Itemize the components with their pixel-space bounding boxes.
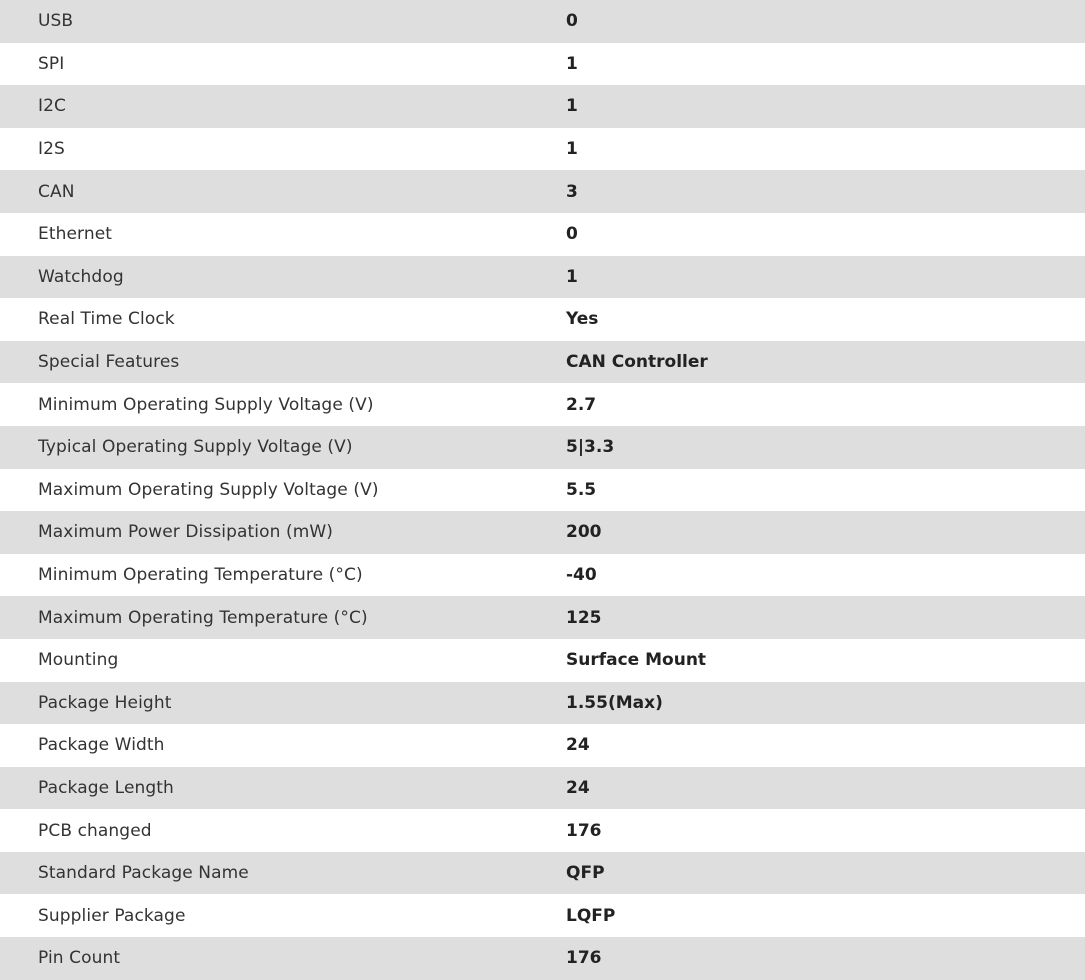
spec-row-standard-package-name [0,852,1085,895]
spec-value: -40 [566,565,597,586]
spec-value: 5|3.3 [566,437,615,458]
spec-value: Surface Mount [566,650,707,671]
spec-value: 1 [566,96,578,117]
spec-label: Typical Operating Supply Voltage (V) [38,437,353,458]
spec-value: 200 [566,522,602,543]
spec-row-usb [0,0,1085,43]
spec-row-max-supply-voltage [0,469,1085,512]
spec-row-real-time-clock [0,298,1085,341]
spec-label: Real Time Clock [38,309,175,330]
spec-value: 0 [566,224,578,245]
spec-value: 24 [566,735,590,756]
spec-label: Watchdog [38,266,124,287]
spec-value: CAN Controller [566,352,708,373]
spec-label: CAN [38,181,75,202]
spec-value: 1 [566,139,578,160]
spec-row-special-features [0,341,1085,384]
spec-value: 2.7 [566,394,597,415]
spec-value: 176 [566,948,602,969]
spec-label: Standard Package Name [38,863,249,884]
spec-row-typ-supply-voltage [0,426,1085,469]
spec-row-pcb-changed [0,809,1085,852]
spec-value: 5.5 [566,479,597,500]
spec-row-watchdog [0,256,1085,299]
spec-value: 1.55(Max) [566,692,663,713]
spec-value: QFP [566,863,605,884]
spec-label: USB [38,11,74,32]
spec-value: 1 [566,266,578,287]
spec-value: 0 [566,11,578,32]
spec-label: Package Length [38,777,174,798]
spec-label: Ethernet [38,224,113,245]
spec-value: 125 [566,607,602,628]
spec-row-ethernet [0,213,1085,256]
spec-value: 176 [566,820,602,841]
spec-row-max-power-dissipation [0,511,1085,554]
spec-label: I2C [38,96,66,117]
spec-label: Maximum Power Dissipation (mW) [38,522,334,543]
spec-row-i2s [0,128,1085,171]
spec-row-pin-count [0,937,1085,980]
spec-label: Mounting [38,650,119,671]
spec-label: Pin Count [38,948,121,969]
spec-row-i2c [0,85,1085,128]
spec-label: Package Width [38,735,165,756]
spec-value: LQFP [566,905,616,926]
spec-value: Yes [566,309,599,330]
spec-value: 24 [566,777,590,798]
spec-row-can [0,170,1085,213]
spec-label: PCB changed [38,820,152,841]
spec-label: SPI [38,53,65,74]
spec-label: Minimum Operating Supply Voltage (V) [38,394,374,415]
spec-label: Maximum Operating Temperature (°C) [38,607,368,628]
spec-row-min-supply-voltage [0,383,1085,426]
spec-label: Package Height [38,692,172,713]
spec-row-mounting [0,639,1085,682]
spec-label: Special Features [38,352,180,373]
spec-label: Minimum Operating Temperature (°C) [38,565,363,586]
spec-value: 3 [566,181,578,202]
spec-row-package-width [0,724,1085,767]
spec-row-max-operating-temp [0,596,1085,639]
spec-label: Maximum Operating Supply Voltage (V) [38,479,379,500]
spec-row-spi [0,43,1085,86]
spec-row-package-height [0,682,1085,725]
spec-row-supplier-package [0,894,1085,937]
spec-label: I2S [38,139,65,160]
spec-value: 1 [566,53,578,74]
spec-row-min-operating-temp [0,554,1085,597]
spec-row-package-length [0,767,1085,810]
spec-label: Supplier Package [38,905,186,926]
